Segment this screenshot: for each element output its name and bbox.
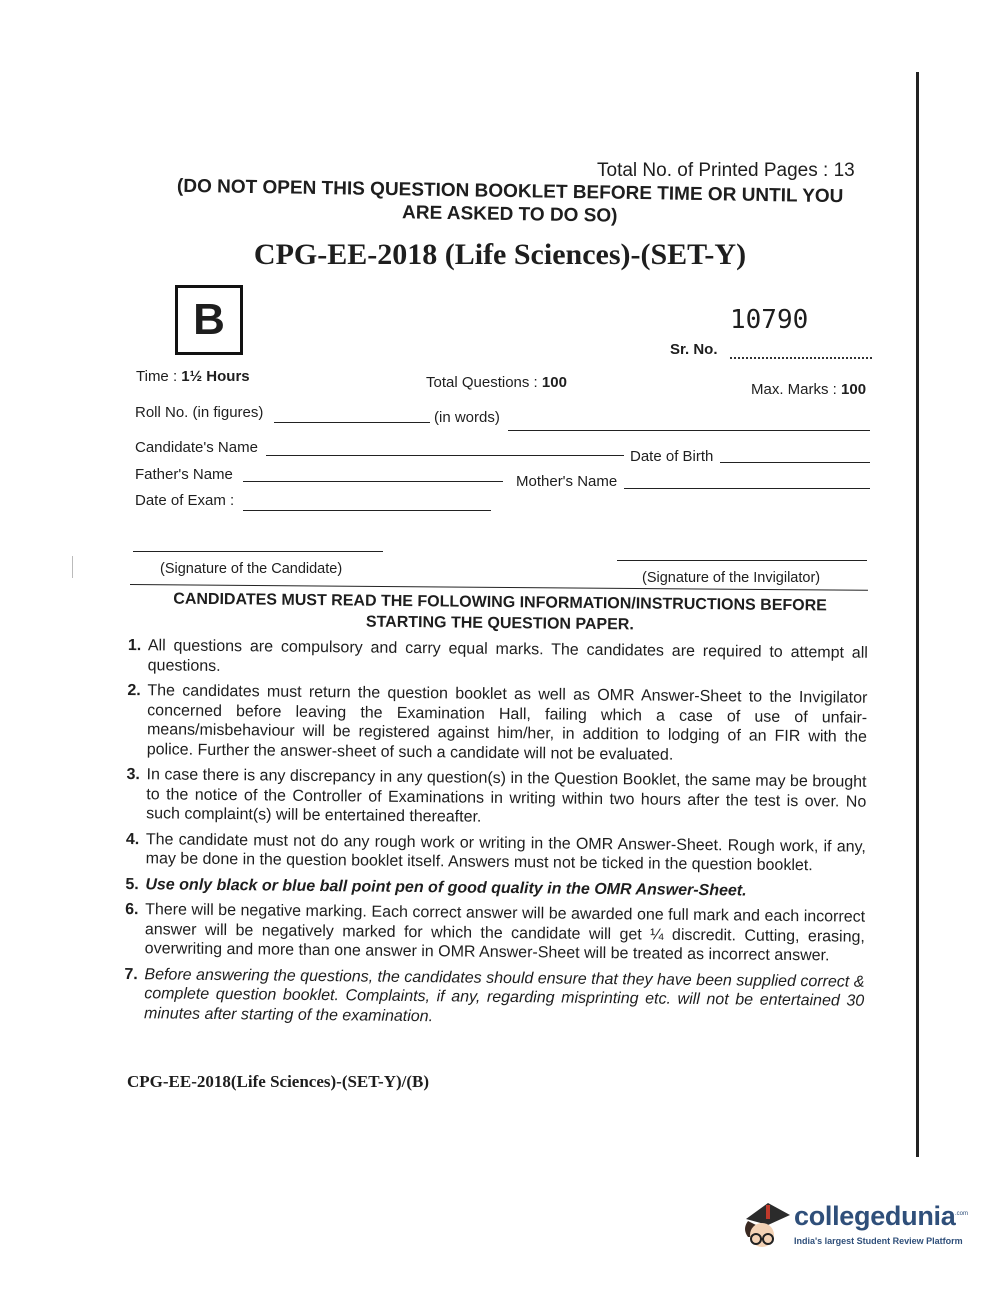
time-label: Time : — [136, 368, 182, 385]
instruction-number: 7. — [124, 965, 138, 983]
brand-suffix: .com — [955, 1211, 969, 1217]
instruction-number: 2. — [127, 681, 141, 700]
roll-words-label: (in words) — [434, 409, 500, 426]
instruction-text: The candidate must not do any rough work or writing in the OMR Answer-Sheet. Rough work, if any, may be done in the question booklet itself. Answers must not be ticked in the question booklet. — [145, 830, 866, 875]
booklet-set-box: B — [175, 285, 243, 355]
graduate-mascot-icon — [738, 1197, 794, 1255]
instruction-text: The candidates must return the question booklet as well as OMR Answer-Sheet to the Invigilator concerned before leaving the Examination Hall, failing which a case of use of unfair-means/misbehaviour will be registered against him/her, in addition to lodging of an FIR with the police. Further the answer-sheet of such a candidate will not be evaluated. — [146, 682, 868, 764]
scan-border-line — [916, 72, 919, 1157]
scan-mark — [72, 556, 73, 578]
instructions-heading-line-2: STARTING THE QUESTION PAPER. — [365, 613, 634, 634]
instruction-item — [126, 765, 867, 831]
collegedunia-watermark — [738, 1197, 969, 1255]
instruction-item — [127, 681, 868, 767]
warning-line-2: ARE ASKED TO DO SO) — [401, 202, 618, 227]
instruction-item — [126, 829, 866, 876]
father-name-label: Father's Name — [135, 466, 233, 483]
roll-figures-field[interactable] — [274, 422, 430, 423]
instruction-item — [125, 874, 865, 901]
instructions-heading — [140, 588, 860, 638]
questions-info — [426, 374, 567, 391]
booklet-footer-code: CPG-EE-2018(Life Sciences)-(SET-Y)/(B) — [127, 1072, 430, 1091]
instruction-item — [125, 900, 866, 966]
instructions-list — [124, 636, 868, 1037]
marks-value: 100 — [841, 381, 867, 398]
instruction-text: Use only black or blue ball point pen of good quality in the OMR Answer-Sheet. — [145, 875, 747, 899]
serial-number: 10790 — [730, 305, 809, 335]
invigilator-signature-field[interactable] — [617, 560, 867, 561]
instruction-text: Before answering the questions, the candidates should ensure that they have been supplied correct & complete question booklet. Complaints, if any, regarding misprinting etc. will not be entertained 30 minutes after starting of the examination. — [143, 965, 865, 1025]
exam-date-label: Date of Exam : — [135, 492, 235, 509]
candidate-signature-label: (Signature of the Candidate) — [160, 561, 343, 577]
instructions-heading-line-1: CANDIDATES MUST READ THE FOLLOWING INFORMATION/INSTRUCTIONS BEFORE — [173, 590, 827, 615]
instruction-item — [128, 636, 868, 683]
candidate-signature-field[interactable] — [133, 551, 383, 552]
serial-label: Sr. No. — [670, 341, 718, 358]
instruction-number: 4. — [125, 830, 140, 848]
father-name-field[interactable] — [243, 481, 503, 482]
questions-value: 100 — [541, 374, 567, 391]
brand-name: collegedunia — [794, 1201, 956, 1231]
time-info — [136, 368, 250, 385]
instruction-number: 1. — [127, 636, 142, 655]
mother-name-field[interactable] — [624, 488, 870, 489]
instruction-text: There will be negative marking. Each correct answer will be awarded one full mark and each incorrect answer will be negatively marked for which the candidate will get ¼ discredit. Cutting, erasing, overwriting and more than one answer in OMR Answer-Sheet will be treated as incorrect answer. — [144, 901, 866, 965]
warning-line-1: (DO NOT OPEN THIS QUESTION BOOKLET BEFORE TIME OR UNTIL YOU — [176, 175, 844, 208]
instruction-item — [124, 964, 865, 1030]
instruction-number: 6. — [125, 900, 139, 919]
instruction-number: 5. — [125, 875, 139, 893]
time-value: 1½ Hours — [181, 368, 250, 385]
dob-label: Date of Birth — [630, 448, 714, 465]
exam-date-field[interactable] — [243, 510, 491, 511]
roll-figures-label: Roll No. (in figures) — [135, 404, 264, 421]
instruction-text: In case there is any discrepancy in any question(s) in the Question Booklet, the same may be brought to the notice of the Controller of Examinations in writing within two hours after the test is over. No such complaint(s) will be entertained thereafter. — [146, 766, 867, 826]
total-pages: Total No. of Printed Pages : 13 — [597, 160, 855, 181]
brand-tagline: India's largest Student Review Platform — [794, 1236, 963, 1246]
booklet-warning — [140, 174, 881, 232]
candidate-name-label: Candidate's Name — [135, 439, 258, 456]
invigilator-signature-label: (Signature of the Invigilator) — [642, 570, 821, 586]
instruction-text: All questions are compulsory and carry equal marks. The candidates are required to attempt all questions. — [147, 637, 868, 675]
serial-dotted-line — [730, 343, 872, 359]
dob-field[interactable] — [720, 462, 870, 463]
roll-words-field[interactable] — [508, 430, 870, 431]
exam-title: CPG-EE-2018 (Life Sciences)-(SET-Y) — [253, 238, 747, 271]
marks-info — [751, 381, 866, 398]
candidate-name-field[interactable] — [266, 455, 624, 456]
questions-label: Total Questions : — [426, 374, 542, 391]
marks-label: Max. Marks : — [751, 381, 842, 398]
mother-name-label: Mother's Name — [516, 473, 618, 490]
instruction-number: 3. — [126, 765, 140, 784]
